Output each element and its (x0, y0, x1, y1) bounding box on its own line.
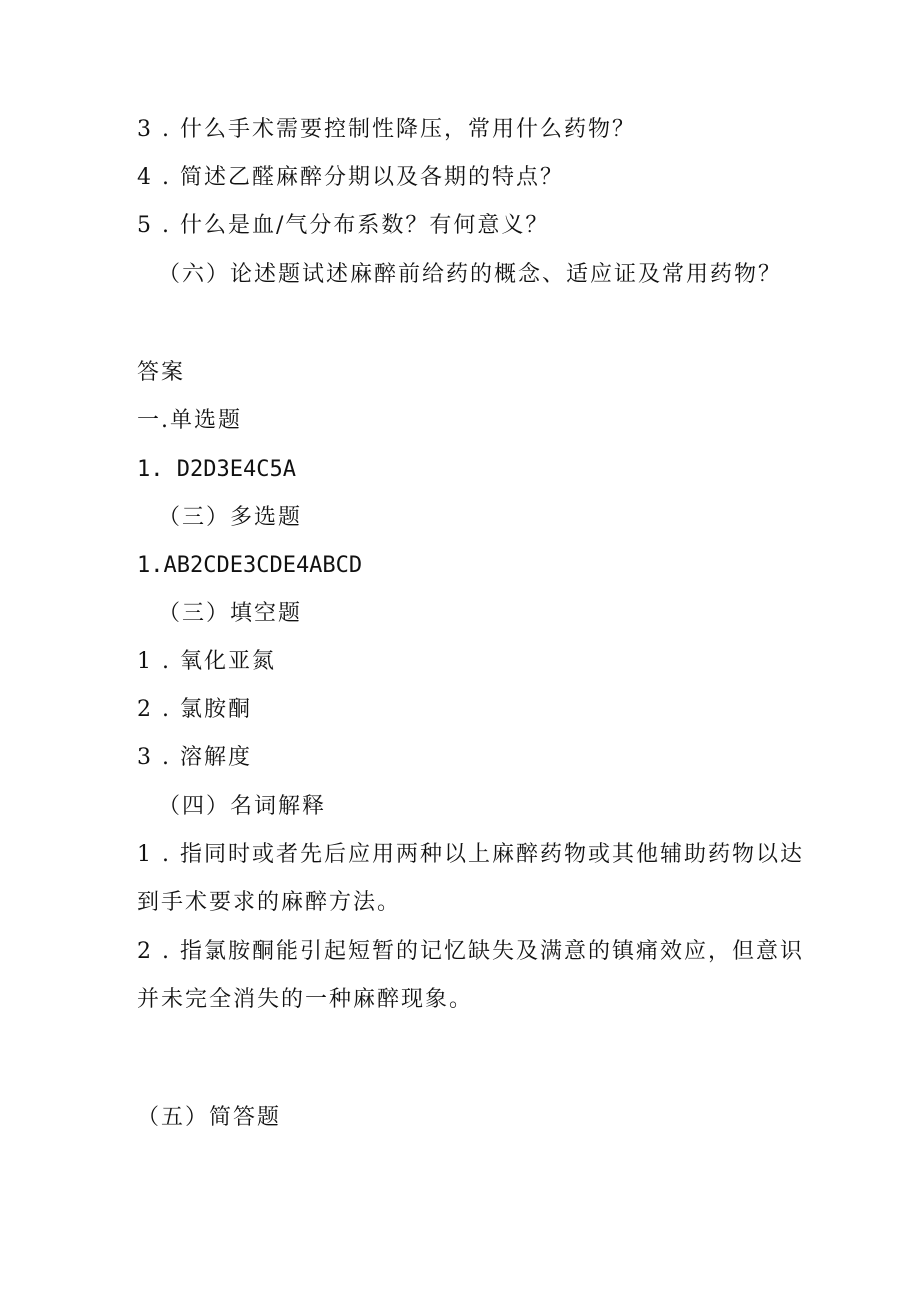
multi-choice-answers: 1.AB2CDE3CDE4ABCD (137, 553, 363, 578)
question-5: 5 . 什么是血/气分布系数？有何意义？ (137, 213, 550, 238)
fill-blank-item-2: 2 . 氯胺酮 (137, 697, 252, 722)
fill-blank-item-3: 3 . 溶解度 (137, 745, 252, 770)
answers-heading: 答案 (137, 360, 186, 385)
question-3: 3 . 什么手术需要控制性降压，常用什么药物？ (137, 117, 636, 142)
fill-blank-item-1: 1 . 氧化亚氮 (137, 649, 276, 674)
terms-heading: （四）名词解释 (158, 794, 327, 819)
single-choice-heading: 一.单选题 (137, 408, 242, 433)
fill-blank-heading: （三）填空题 (158, 601, 303, 626)
essay-question: （六）论述题试述麻醉前给药的概念、适应证及常用药物？ (158, 262, 783, 287)
multi-choice-heading: （三）多选题 (158, 505, 303, 530)
short-answer-heading: （五）简答题 (137, 1105, 282, 1130)
term-1-line-2: 到手术要求的麻醉方法。 (137, 890, 402, 915)
question-4: 4 . 简述乙醛麻醉分期以及各期的特点？ (137, 165, 564, 190)
term-2-line-2: 并未完全消失的一种麻醉现象。 (137, 987, 474, 1012)
single-choice-answers: 1. D2D3E4C5A (137, 457, 296, 482)
term-1-line-1: 1 . 指同时或者先后应用两种以上麻醉药物或其他辅助药物以达 (137, 842, 804, 867)
term-2-line-1: 2 . 指氯胺酮能引起短暂的记忆缺失及满意的镇痛效应，但意识 (137, 939, 804, 964)
